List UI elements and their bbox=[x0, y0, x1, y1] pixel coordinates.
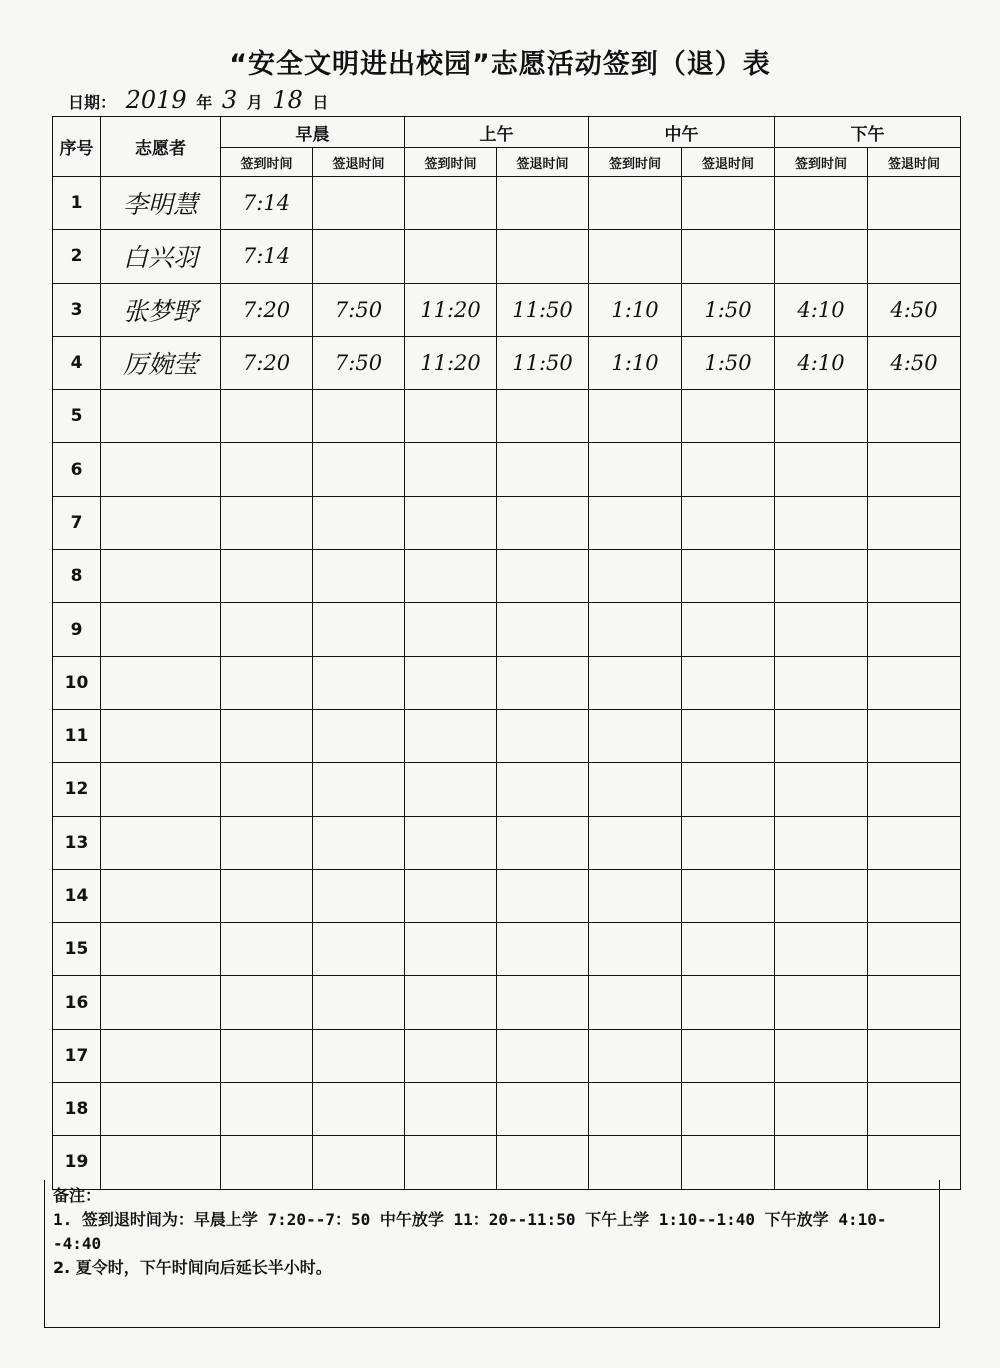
table-row bbox=[53, 1083, 961, 1136]
sign-out-time bbox=[313, 763, 405, 816]
sign-in-time bbox=[775, 177, 868, 230]
sign-in-time bbox=[221, 603, 313, 656]
sign-out-time bbox=[868, 656, 961, 709]
volunteer-name bbox=[101, 390, 221, 443]
sign-in-time bbox=[589, 709, 682, 762]
volunteer-name bbox=[101, 923, 221, 976]
sign-in-time bbox=[221, 923, 313, 976]
sign-in-time bbox=[589, 550, 682, 603]
sign-in-time bbox=[405, 603, 497, 656]
sign-out-time bbox=[497, 390, 589, 443]
sign-out-time bbox=[682, 656, 775, 709]
sign-in-time bbox=[775, 869, 868, 922]
sign-out-time bbox=[497, 177, 589, 230]
sign-out-time bbox=[682, 550, 775, 603]
volunteer-name bbox=[101, 1083, 221, 1136]
volunteer-name bbox=[101, 709, 221, 762]
row-number: 4 bbox=[53, 336, 101, 389]
sign-in-header: 签到时间 bbox=[405, 148, 497, 177]
date-month-unit: 月 bbox=[246, 93, 263, 112]
sign-out-time bbox=[868, 496, 961, 549]
sign-in-time bbox=[775, 230, 868, 283]
row-number: 2 bbox=[53, 230, 101, 283]
notes-line-2: 2. 夏令时，下午时间向后延长半小时。 bbox=[53, 1258, 332, 1277]
notes-line-1: 1. 签到退时间为：早晨上学 7:20--7：50 中午放学 11：20--11:50 下午上学 1:10--1:40 下午放学 4:10--4:40 bbox=[53, 1210, 887, 1253]
sign-in-time: 1:10 bbox=[589, 283, 682, 336]
volunteer-name bbox=[101, 443, 221, 496]
table-row bbox=[53, 283, 961, 336]
sign-in-time: 7:14 bbox=[221, 230, 313, 283]
date-day: 18 bbox=[272, 86, 303, 114]
sign-out-time: 4:50 bbox=[868, 336, 961, 389]
sign-out-time bbox=[313, 390, 405, 443]
sign-out-time bbox=[868, 1029, 961, 1082]
sign-in-time bbox=[589, 1029, 682, 1082]
sign-out-time bbox=[497, 816, 589, 869]
sign-in-time bbox=[405, 923, 497, 976]
sign-out-time bbox=[868, 1083, 961, 1136]
sign-in-time bbox=[589, 177, 682, 230]
sign-in-time bbox=[775, 923, 868, 976]
sign-in-header: 签到时间 bbox=[775, 148, 868, 177]
sign-in-time bbox=[589, 496, 682, 549]
sign-in-time bbox=[221, 709, 313, 762]
sign-in-time bbox=[221, 656, 313, 709]
sign-out-time bbox=[497, 869, 589, 922]
sign-in-time bbox=[775, 1029, 868, 1082]
sign-out-time bbox=[682, 230, 775, 283]
row-number: 12 bbox=[53, 763, 101, 816]
row-number: 10 bbox=[53, 656, 101, 709]
sign-out-time bbox=[313, 1083, 405, 1136]
sign-in-time: 11:20 bbox=[405, 336, 497, 389]
row-number: 9 bbox=[53, 603, 101, 656]
date-year-unit: 年 bbox=[196, 93, 213, 112]
sign-out-time bbox=[868, 390, 961, 443]
sign-out-time: 1:50 bbox=[682, 336, 775, 389]
sign-out-time bbox=[497, 976, 589, 1029]
sign-out-time bbox=[313, 443, 405, 496]
table-row bbox=[53, 923, 961, 976]
sign-out-time bbox=[682, 763, 775, 816]
sign-out-time bbox=[497, 709, 589, 762]
sign-out-time bbox=[868, 177, 961, 230]
sign-in-time bbox=[221, 1083, 313, 1136]
sign-in-time bbox=[221, 976, 313, 1029]
volunteer-name: 白兴羽 bbox=[101, 230, 221, 283]
sign-in-time bbox=[405, 390, 497, 443]
sign-out-time bbox=[868, 976, 961, 1029]
table-row bbox=[53, 336, 961, 389]
sign-out-time bbox=[313, 976, 405, 1029]
table-row bbox=[53, 603, 961, 656]
row-number: 5 bbox=[53, 390, 101, 443]
sign-out-time bbox=[497, 923, 589, 976]
sign-out-time bbox=[497, 550, 589, 603]
volunteer-name bbox=[101, 550, 221, 603]
sign-out-time bbox=[682, 923, 775, 976]
sign-in-time bbox=[221, 1029, 313, 1082]
sign-in-time bbox=[405, 550, 497, 603]
table-row bbox=[53, 869, 961, 922]
row-number: 18 bbox=[53, 1083, 101, 1136]
period-header: 早晨 bbox=[221, 117, 405, 148]
date-month: 3 bbox=[221, 86, 238, 114]
sign-in-time bbox=[775, 550, 868, 603]
row-number: 16 bbox=[53, 976, 101, 1029]
sign-in-time bbox=[589, 656, 682, 709]
row-number: 14 bbox=[53, 869, 101, 922]
sign-out-time bbox=[497, 496, 589, 549]
row-number: 13 bbox=[53, 816, 101, 869]
sign-out-time bbox=[497, 1083, 589, 1136]
sign-in-header: 签到时间 bbox=[221, 148, 313, 177]
sign-out-time: 7:50 bbox=[313, 336, 405, 389]
sign-out-time: 7:50 bbox=[313, 283, 405, 336]
sign-in-time bbox=[775, 763, 868, 816]
sign-in-time bbox=[589, 230, 682, 283]
sign-in-time: 7:14 bbox=[221, 177, 313, 230]
sign-out-time bbox=[313, 550, 405, 603]
table-row bbox=[53, 656, 961, 709]
sign-in-time bbox=[405, 816, 497, 869]
sign-in-time bbox=[775, 443, 868, 496]
sign-out-header: 签退时间 bbox=[682, 148, 775, 177]
sign-out-time bbox=[313, 816, 405, 869]
table-row bbox=[53, 443, 961, 496]
volunteer-name: 李明慧 bbox=[101, 177, 221, 230]
volunteer-name bbox=[101, 763, 221, 816]
volunteer-name: 厉婉莹 bbox=[101, 336, 221, 389]
sign-out-time bbox=[682, 177, 775, 230]
sign-in-time bbox=[589, 603, 682, 656]
sign-out-header: 签退时间 bbox=[497, 148, 589, 177]
row-number: 6 bbox=[53, 443, 101, 496]
sign-in-time bbox=[221, 550, 313, 603]
volunteer-header: 志愿者 bbox=[101, 117, 221, 177]
sign-in-time bbox=[589, 763, 682, 816]
sign-in-time bbox=[589, 443, 682, 496]
sign-out-time bbox=[868, 230, 961, 283]
table-row bbox=[53, 550, 961, 603]
sign-out-time bbox=[868, 550, 961, 603]
row-number: 8 bbox=[53, 550, 101, 603]
sign-out-header: 签退时间 bbox=[313, 148, 405, 177]
sign-in-time bbox=[405, 230, 497, 283]
seq-header: 序号 bbox=[53, 117, 101, 177]
volunteer-name bbox=[101, 656, 221, 709]
sign-out-time bbox=[682, 390, 775, 443]
sign-in-time bbox=[775, 656, 868, 709]
sign-in-time bbox=[405, 656, 497, 709]
sign-in-time bbox=[221, 816, 313, 869]
sign-in-time bbox=[589, 923, 682, 976]
row-number: 19 bbox=[53, 1136, 101, 1189]
sign-out-time bbox=[313, 603, 405, 656]
sign-out-time bbox=[497, 230, 589, 283]
table-row bbox=[53, 816, 961, 869]
sign-out-time bbox=[868, 869, 961, 922]
row-number: 17 bbox=[53, 1029, 101, 1082]
notes-box bbox=[44, 1180, 940, 1328]
sign-out-time bbox=[682, 976, 775, 1029]
sign-out-time bbox=[682, 496, 775, 549]
sign-out-time bbox=[682, 1029, 775, 1082]
sign-in-time bbox=[775, 816, 868, 869]
sign-out-time bbox=[868, 443, 961, 496]
sign-in-time bbox=[589, 869, 682, 922]
notes-label: 备注： bbox=[53, 1186, 102, 1205]
sign-in-time bbox=[589, 1083, 682, 1136]
sign-out-time: 11:50 bbox=[497, 336, 589, 389]
row-number: 3 bbox=[53, 283, 101, 336]
volunteer-name bbox=[101, 976, 221, 1029]
sign-in-time bbox=[405, 496, 497, 549]
sign-out-time bbox=[682, 443, 775, 496]
sign-out-time bbox=[682, 1083, 775, 1136]
sign-out-time bbox=[868, 763, 961, 816]
sign-out-time: 11:50 bbox=[497, 283, 589, 336]
sign-out-time bbox=[682, 816, 775, 869]
sign-out-time bbox=[682, 603, 775, 656]
sign-out-time bbox=[313, 230, 405, 283]
sign-in-time bbox=[405, 443, 497, 496]
sign-in-time bbox=[775, 709, 868, 762]
sign-in-time bbox=[775, 390, 868, 443]
sign-out-time bbox=[868, 709, 961, 762]
sign-in-time bbox=[405, 1083, 497, 1136]
row-number: 11 bbox=[53, 709, 101, 762]
sign-out-time bbox=[497, 1029, 589, 1082]
sign-out-time bbox=[497, 763, 589, 816]
sign-in-time bbox=[405, 177, 497, 230]
sign-out-time: 1:50 bbox=[682, 283, 775, 336]
sign-out-time bbox=[313, 656, 405, 709]
sign-out-time bbox=[313, 177, 405, 230]
table-row bbox=[53, 230, 961, 283]
volunteer-name bbox=[101, 603, 221, 656]
volunteer-name bbox=[101, 496, 221, 549]
sign-in-time bbox=[589, 390, 682, 443]
row-number: 15 bbox=[53, 923, 101, 976]
volunteer-name bbox=[101, 869, 221, 922]
table-row bbox=[53, 976, 961, 1029]
sign-in-time bbox=[405, 763, 497, 816]
volunteer-name: 张梦野 bbox=[101, 283, 221, 336]
sign-out-time bbox=[313, 709, 405, 762]
sign-out-time bbox=[497, 656, 589, 709]
table-row bbox=[53, 390, 961, 443]
date-label: 日期： bbox=[68, 93, 117, 112]
sign-out-time bbox=[868, 923, 961, 976]
sign-in-time bbox=[221, 390, 313, 443]
sign-in-header: 签到时间 bbox=[589, 148, 682, 177]
table-row bbox=[53, 496, 961, 549]
table-row bbox=[53, 763, 961, 816]
sign-in-time: 7:20 bbox=[221, 336, 313, 389]
sign-out-time bbox=[682, 709, 775, 762]
sign-out-time bbox=[682, 869, 775, 922]
sign-out-time bbox=[313, 869, 405, 922]
sign-out-time bbox=[497, 603, 589, 656]
sign-in-time bbox=[221, 763, 313, 816]
sign-in-time bbox=[405, 976, 497, 1029]
sign-in-time bbox=[775, 603, 868, 656]
table-row bbox=[53, 1029, 961, 1082]
sign-out-time bbox=[313, 1029, 405, 1082]
date-year: 2019 bbox=[125, 86, 187, 114]
sign-in-time bbox=[775, 1083, 868, 1136]
sign-out-time bbox=[497, 443, 589, 496]
sign-in-time: 4:10 bbox=[775, 336, 868, 389]
row-number: 1 bbox=[53, 177, 101, 230]
period-header: 中午 bbox=[589, 117, 775, 148]
table-row bbox=[53, 709, 961, 762]
sign-in-time bbox=[405, 709, 497, 762]
sign-out-time bbox=[868, 603, 961, 656]
page-title: “安全文明进出校园”志愿活动签到（退）表 bbox=[229, 49, 771, 80]
sign-out-time: 4:50 bbox=[868, 283, 961, 336]
date-line bbox=[68, 86, 332, 114]
sign-in-time bbox=[589, 976, 682, 1029]
sign-in-time bbox=[221, 496, 313, 549]
sign-in-time bbox=[405, 1029, 497, 1082]
row-number: 7 bbox=[53, 496, 101, 549]
period-header: 上午 bbox=[405, 117, 589, 148]
volunteer-name bbox=[101, 1029, 221, 1082]
sign-in-time: 1:10 bbox=[589, 336, 682, 389]
sign-out-time bbox=[868, 816, 961, 869]
sign-in-time: 11:20 bbox=[405, 283, 497, 336]
sign-in-time: 7:20 bbox=[221, 283, 313, 336]
sign-in-time: 4:10 bbox=[775, 283, 868, 336]
sign-out-time bbox=[313, 496, 405, 549]
date-day-unit: 日 bbox=[312, 93, 329, 112]
signin-table bbox=[52, 116, 961, 1190]
sign-in-time bbox=[589, 816, 682, 869]
sign-in-time bbox=[775, 496, 868, 549]
period-header: 下午 bbox=[775, 117, 961, 148]
sign-in-time bbox=[775, 976, 868, 1029]
sign-out-time bbox=[313, 923, 405, 976]
volunteer-name bbox=[101, 816, 221, 869]
sign-in-time bbox=[221, 443, 313, 496]
table-row bbox=[53, 177, 961, 230]
sign-in-time bbox=[221, 869, 313, 922]
sign-out-header: 签退时间 bbox=[868, 148, 961, 177]
sign-in-time bbox=[405, 869, 497, 922]
